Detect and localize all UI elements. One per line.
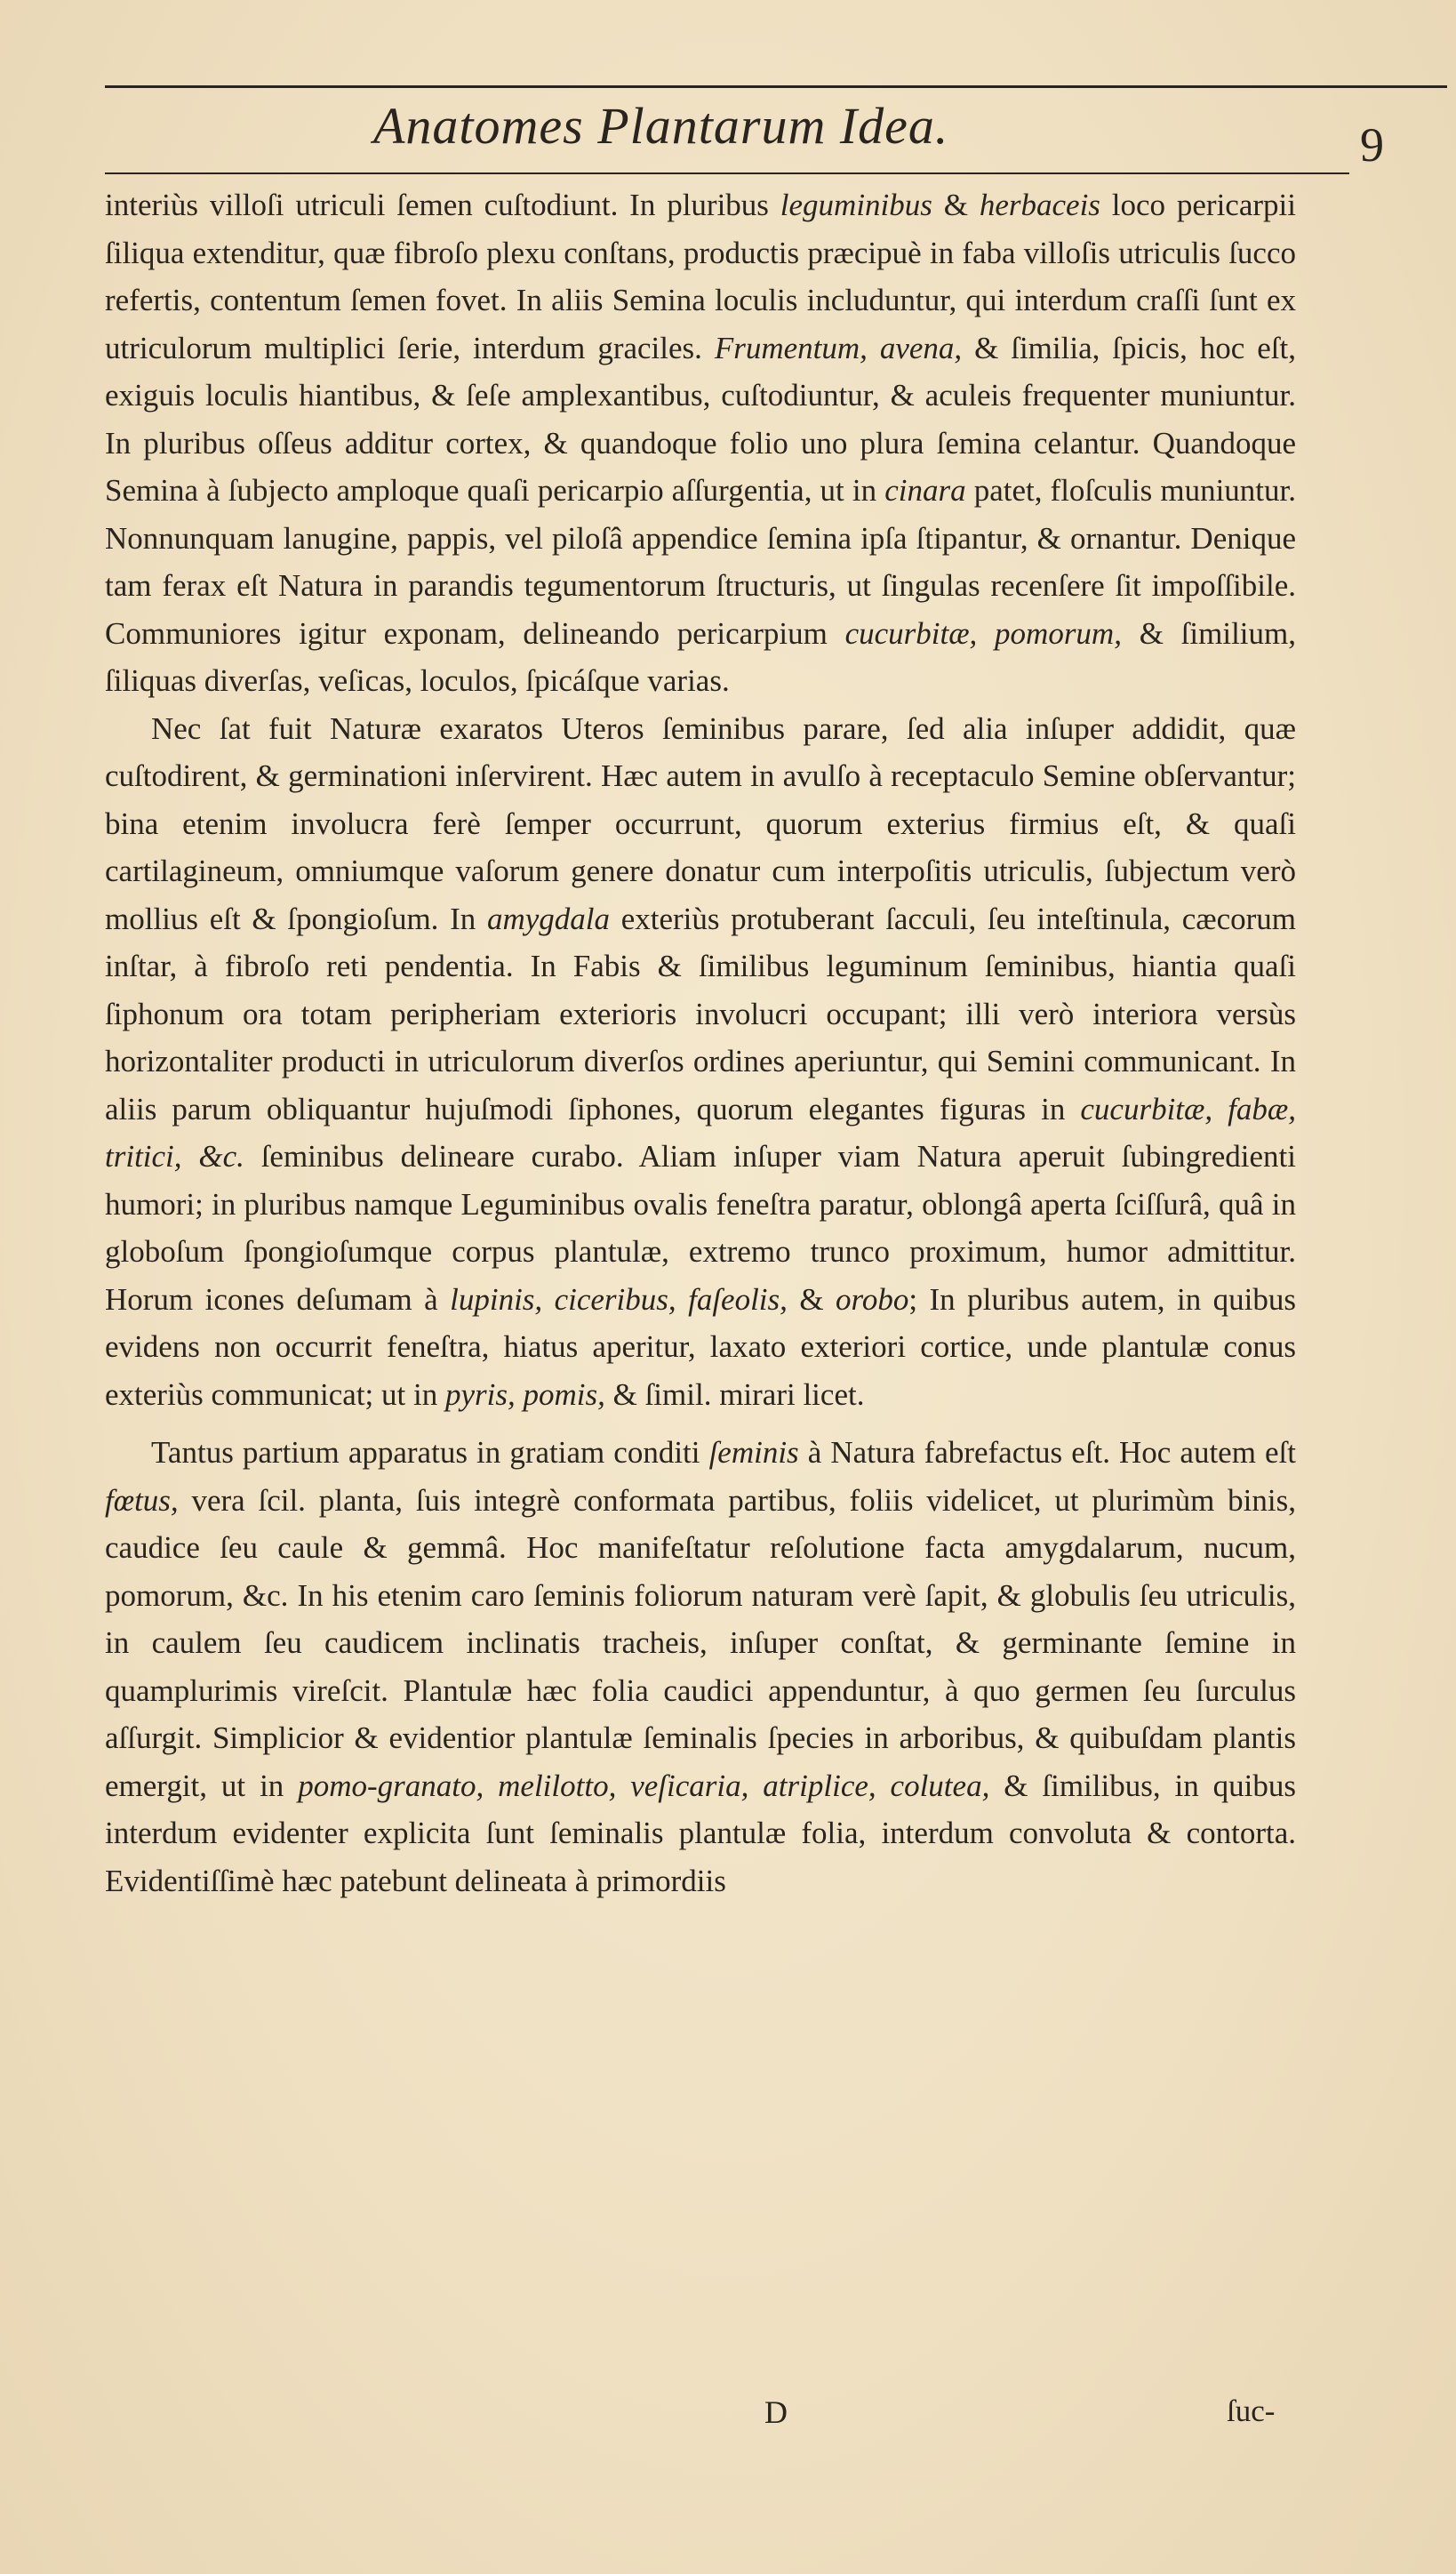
header-top-rule [105, 85, 1447, 88]
italic-run: cucurbitæ, pomorum, [844, 615, 1122, 651]
text-run: ſeminibus delineare curabo. Aliam inſuper viam Natura aperuit ſubingredienti humori; in pluribus namque Leguminibus ovalis feneſtra paratur, oblongâ aperta ſciſſurâ, quâ in globoſum ſpongioſumque corpus plantulæ, extremo trunco proximum, humor admittitur. Horum icones deſumam à [105, 1139, 1296, 1317]
italic-run: ſeminis [708, 1435, 799, 1470]
body-text [105, 181, 1296, 1904]
text-run: ; In pluribus autem, in quibus evidens non occurrit feneſtra, hiatus aperitur, laxato exteriori cortice, unde plantulæ conus exteriùs communicat; ut in [105, 1281, 1296, 1412]
italic-run: cinara [884, 473, 966, 508]
text-run: & [787, 1281, 836, 1317]
italic-run: fœtus, [105, 1482, 179, 1518]
text-run: & ſimil. mirari licet. [604, 1376, 865, 1412]
italic-run: pomo-granato, melilotto, veſicaria, atriplice, colutea, [298, 1768, 990, 1803]
italic-run: lupinis, ciceribus, faſeolis, [450, 1281, 788, 1317]
text-run: à Natura fabrefactus eſt. Hoc autem eſt [798, 1435, 1296, 1470]
text-run: & ſimilia, ſpicis, hoc eſt, exiguis loculis hiantibus, & ſeſe amplexantibus, cuſtodiuntur, & aculeis frequenter muniuntur. In pluribus oſſeus additur cortex, & quandoque folio uno plura ſemina celantur. Quandoque Semina à ſubjecto amploque quaſi pericarpio aſſurgentia, ut in [105, 330, 1296, 508]
catchword: ſuc- [1227, 2394, 1276, 2428]
italic-run: Frumentum, avena, [714, 330, 963, 365]
text-run: patet, floſculis muniuntur. Nonnunquam lanugine, pappis, vel piloſâ appendice ſemina ipſa ſtipantur, & ornantur. Denique tam ferax eſt Natura in parandis tegumentorum ſtructuris, ut ſingulas recenſere ſit impoſſibile. Communiores igitur exponam, delineando pericarpium [105, 473, 1296, 651]
italic-run: cucurbitæ, fabæ, tritici, &c. [105, 1091, 1297, 1174]
text-run: loco pericarpii ſiliqua extenditur, quæ fibroſo plexu conſtans, productis præcipuè in faba villoſis utriculis ſucco refertis, contentum ſemen fovet. In aliis Semina loculis includuntur, qui interdum craſſi ſunt ex utriculorum multiplici ſerie, interdum graciles. [105, 188, 1296, 365]
text-run: Nec ſat fuit Naturæ exaratos Uteros ſeminibus parare, ſed alia inſuper addidit, quæ cuſtodirent, & germinationi inſervirent. Hæc autem in avulſo à receptaculo Semine obſervantur; bina etenim involucra ferè ſemper occurrunt, quorum exterius firmius eſt, & quaſi cartilagineum, omniumque vaſorum genere donatur cum interpoſitis utriculis, ſubjectum verò mollius eſt & ſpongioſum. In [105, 710, 1296, 936]
italic-run: pyris, pomis, [444, 1376, 605, 1412]
paragraph-1 [105, 181, 1296, 705]
text-run: & [932, 188, 980, 222]
running-head: Anatomes Plantarum Idea. [373, 97, 949, 155]
page-number: 9 [1360, 118, 1384, 172]
text-run: & ſimilibus, in quibus interdum evidenter explicita ſunt ſeminalis plantulæ folia, interdum convoluta & contorta. Evidentiſſimè hæc patebunt delineata à primordiis [105, 1768, 1296, 1898]
text-run: vera ſcil. planta, ſuis integrè conformata partibus, foliis videlicet, ut plurimùm binis, caudice ſeu caule & gemmâ. Hoc manifeſtatur reſolutione facta amygdalarum, nucum, pomorum, &c. In his etenim caro ſeminis foliorum naturam verè ſapit, & globulis ſeu utriculis, in caulem ſeu caudicem inclinatis tracheis, inſuper conſtat, & germinante ſemine in quamplurimis vireſcit. Plantulæ hæc folia caudici appenduntur, à quo germen ſeu ſurculus aſſurgit. Simplicior & evidentior plantulæ ſeminalis ſpecies in arboribus, & quibuſdam plantis emergit, ut in [105, 1482, 1296, 1803]
signature-mark: D [764, 2394, 788, 2430]
text-run: & ſimilium, ſiliquas diverſas, veſicas, loculos, ſpicáſque varias. [105, 615, 1296, 698]
paragraph-3 [105, 1429, 1296, 1904]
italic-run: herbaceis [979, 188, 1100, 222]
italic-run: amygdala [486, 901, 611, 936]
italic-run: orobo [836, 1281, 909, 1317]
text-run: interiùs villoſi utriculi ſemen cuſtodiunt. In pluribus [105, 188, 780, 222]
header-bottom-rule [105, 172, 1349, 174]
text-run: exteriùs protuberant ſacculi, ſeu inteſtinula, cæcorum inſtar, à fibroſo reti pendentia. In Fabis & ſimilibus leguminum ſeminibus, hiantia quaſi ſiphonum ora totam peripheriam exterioris involucri occupant; illi verò interiora versùs horizontaliter producti in utriculorum diverſos ordines aperiuntur, qui Semini communicant. In aliis parum obliquantur hujuſmodi ſiphones, quorum elegantes figuras in [105, 901, 1296, 1127]
paragraph-2 [105, 705, 1296, 1419]
italic-run: leguminibus [780, 188, 932, 222]
text-run: Tantus partium apparatus in gratiam conditi [151, 1435, 709, 1470]
